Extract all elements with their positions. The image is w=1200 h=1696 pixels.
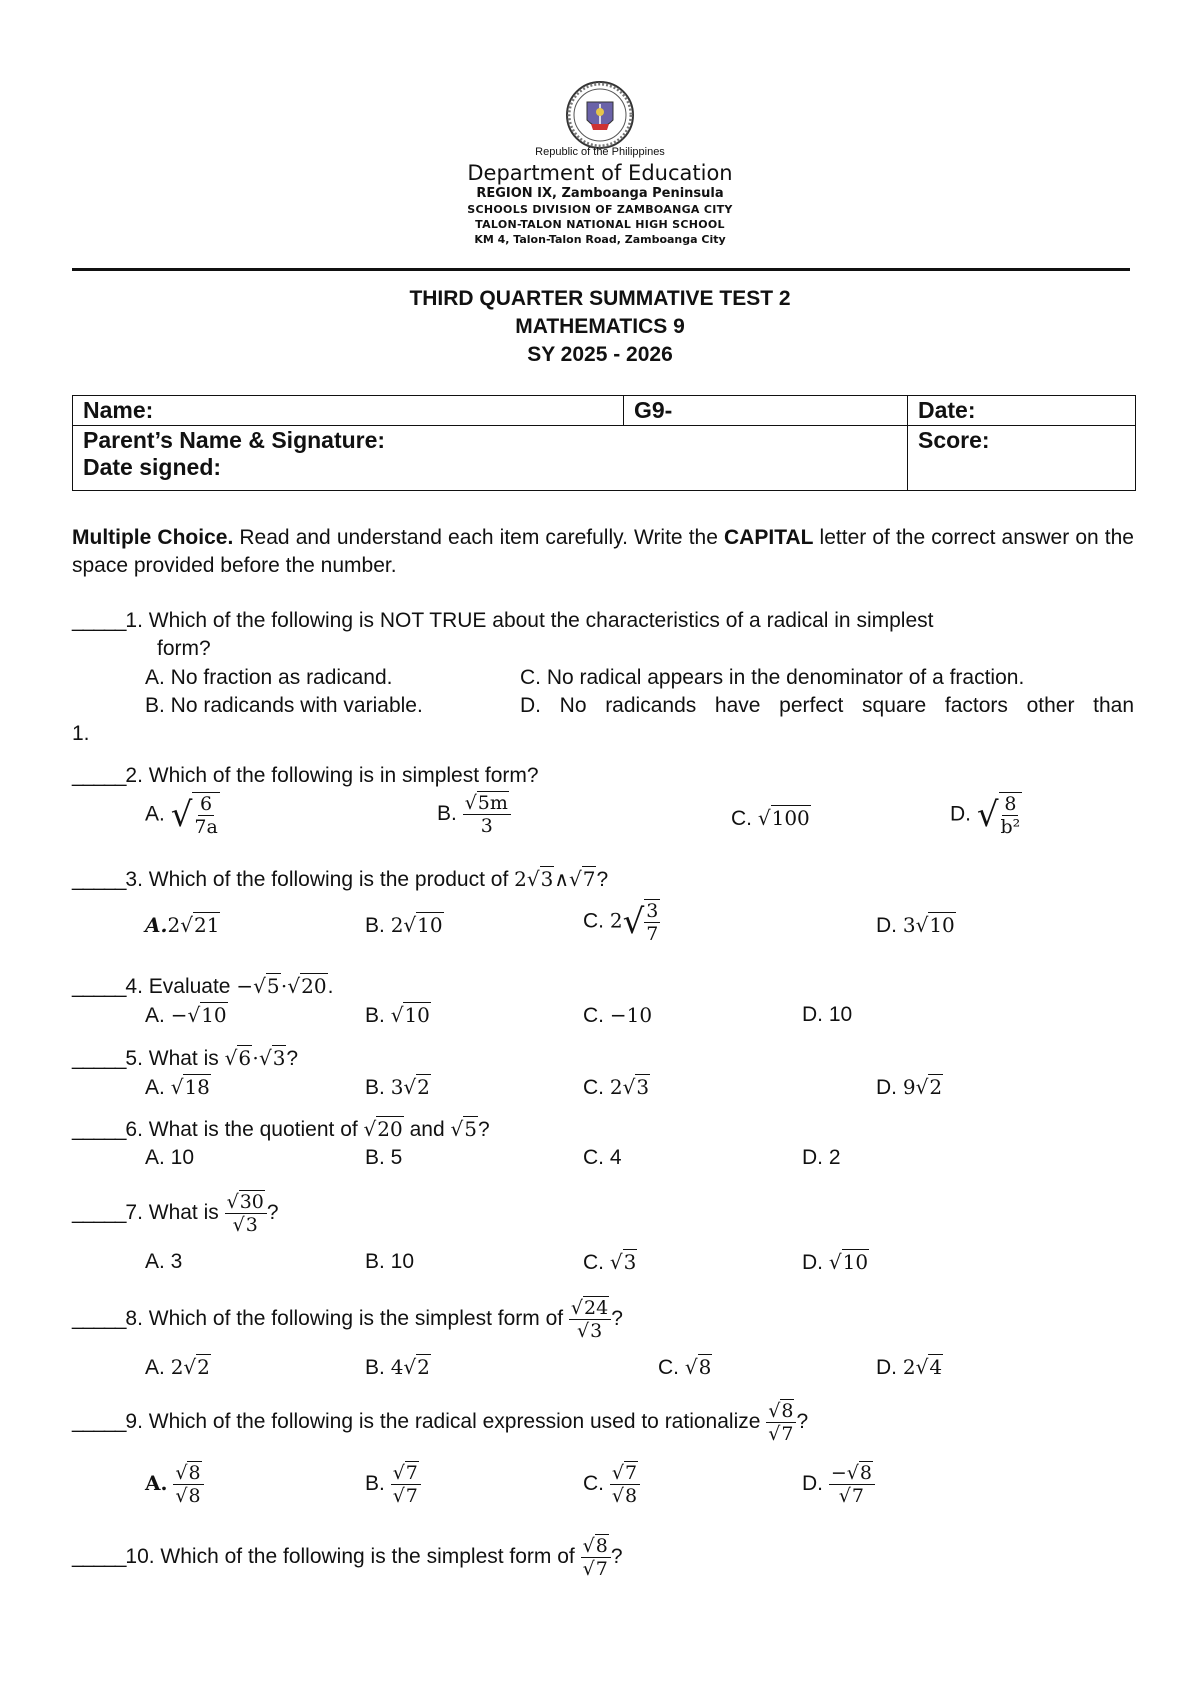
q5-option-b: B. 3√2 [365,1075,430,1099]
question-1: _____1. Which of the following is NOT TRUE about the characteristics of a radical in simplest [72,609,934,632]
q3-option-d: D. 3√10 [876,913,955,937]
question-4: _____4. Evaluate −√5⋅√20. [72,974,334,998]
parent-signature-field[interactable] [73,426,908,491]
school-year: SY 2025 - 2026 [527,343,673,366]
student-info-table [72,395,1136,491]
q1-option-d: D. No radicands have perfect square factors other than [520,694,1134,717]
q4-option-c: C. −10 [583,1003,653,1027]
deped-seal-logo [565,80,635,150]
q1-option-b: B. No radicands with variable. [145,694,423,717]
q6-option-b: B. 5 [365,1146,403,1169]
q5-option-c: C. 2√3 [583,1075,650,1099]
q2-option-c: C. √100 [731,806,810,830]
q9-option-a: A. $\frac{√8}{√8}$ [145,1462,204,1507]
q2-option-a: A. √ $\frac{6}{7a}$ [145,793,218,838]
region-label: REGION IX, Zamboanga Peninsula [476,186,724,201]
q4-option-a: A. −√10 [145,1003,227,1027]
section-field[interactable]: G9- [624,396,908,426]
answer-blank[interactable]: _____ [72,1307,126,1331]
test-title: THIRD QUARTER SUMMATIVE TEST 2 [409,287,791,310]
q5-option-d: D. 9√2 [876,1075,943,1099]
answer-blank[interactable]: _____ [72,764,126,787]
instructions-capital: CAPITAL [724,526,814,549]
q4-option-b: B. √10 [365,1003,430,1027]
q6-option-d: D. 2 [802,1146,841,1169]
q6-option-a: A. 10 [145,1146,195,1169]
instructions-text-1: Read and understand each item carefully. Write the [233,526,725,549]
question-3: _____3. Which of the following is the product of 2√3∧√7? [72,867,609,891]
q4-option-d: D. 10 [802,1003,853,1026]
question-8: _____8. Which of the following is the simplest form of $\frac{√24}{√3}$ ? [72,1297,623,1342]
answer-blank[interactable]: _____ [72,1545,126,1569]
question-10: _____10. Which of the following is the simplest form of $\frac{√8}{√7}$ ? [72,1535,623,1580]
department-label: Department of Education [467,161,733,185]
q3-option-b: B. 2√10 [365,913,443,937]
q2-option-b: B. $\frac{√5m}{3}$ [437,792,511,837]
q6-option-c: C. 4 [583,1146,622,1169]
q3-option-a: A.2√21 [145,913,220,937]
q5-option-a: A. √18 [145,1075,210,1099]
school-label: TALON-TALON NATIONAL HIGH SCHOOL [475,218,725,231]
q2-option-d: D. √ $\frac{8}{\text{b²}}$ [950,793,1021,838]
q1-option-c: C. No radical appears in the denominator of a fraction. [520,666,1025,689]
answer-blank[interactable]: _____ [72,975,126,998]
question-5: _____5. What is √6⋅√3? [72,1046,299,1070]
answer-blank[interactable]: _____ [72,1047,126,1070]
q7-option-b: B. 10 [365,1250,415,1273]
q9-option-d: D. $\frac{-√8}{√7}$ [802,1462,875,1507]
answer-blank[interactable]: _____ [72,1201,126,1225]
republic-label: Republic of the Philippines [535,146,665,158]
question-7: _____7. What is $\frac{√30}{√3}$ ? [72,1191,279,1236]
instructions-text-2: letter of the correct answer on the space provided before the number. [72,526,1134,577]
q8-option-a: A. 2√2 [145,1355,210,1379]
name-field[interactable]: Name: [73,396,624,426]
question-6: _____6. What is the quotient of √20 and √5? [72,1117,490,1141]
address-label: KM 4, Talon-Talon Road, Zamboanga City [474,233,726,246]
question-9: _____9. Which of the following is the radical expression used to rationalize $\frac{√8}{√7}$ ? [72,1400,809,1445]
parent-label: Parent’s Name & Signature: [83,427,386,453]
q9-option-c: C. $\frac{√7}{√8}$ [583,1462,640,1507]
answer-blank[interactable]: _____ [72,1118,126,1141]
answer-blank[interactable]: _____ [72,868,126,891]
question-1-cont: form? [157,637,211,660]
q8-option-b: B. 4√2 [365,1355,430,1379]
division-label: SCHOOLS DIVISION OF ZAMBOANGA CITY [467,203,733,216]
q7-option-a: A. 3 [145,1250,183,1273]
q9-option-b: B. $\frac{√7}{√7}$ [365,1462,421,1507]
date-signed-label: Date signed: [83,454,222,480]
instructions [72,524,1134,580]
q7-option-c: C. √3 [583,1250,637,1274]
question-2: _____2. Which of the following is in simplest form? [72,764,539,787]
score-field[interactable]: Score: [908,426,1136,491]
q1-option-d-cont: 1. [72,722,90,745]
q1-option-a: A. No fraction as radicand. [145,666,393,689]
q8-option-c: C. √8 [658,1355,712,1379]
header-divider [72,268,1130,271]
answer-blank[interactable]: _____ [72,609,126,632]
q7-option-d: D. √10 [802,1250,869,1274]
date-field[interactable]: Date: [908,396,1136,426]
instructions-label: Multiple Choice. [72,526,234,549]
q3-option-c: C. 2√ $\frac{3}{7}$ [583,900,659,945]
answer-blank[interactable]: _____ [72,1410,126,1434]
q8-option-d: D. 2√4 [876,1355,943,1379]
subject-title: MATHEMATICS 9 [515,315,685,338]
